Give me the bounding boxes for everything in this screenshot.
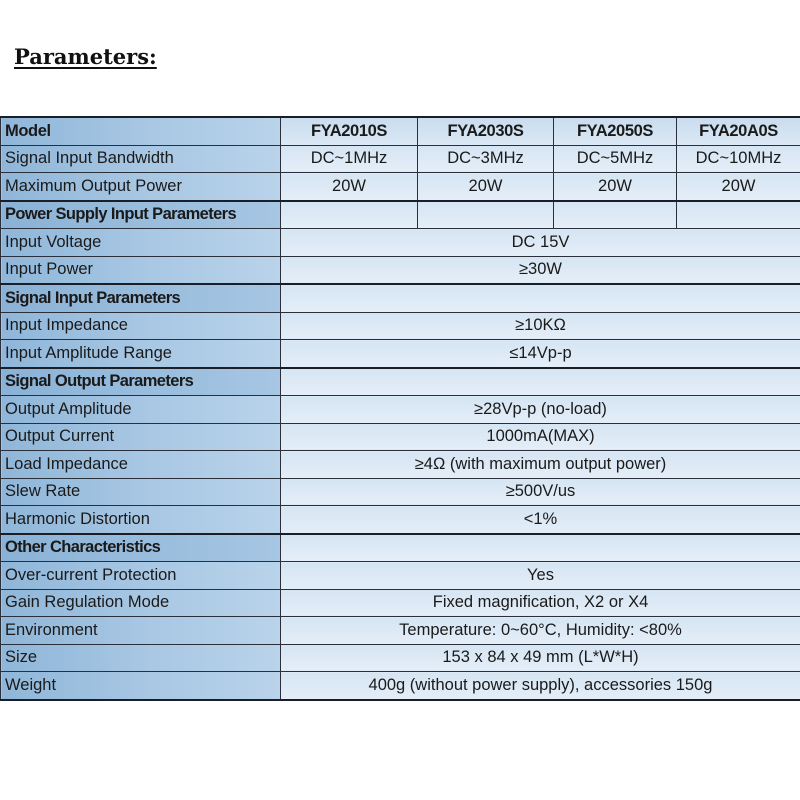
section-title: Other Characteristics <box>1 534 281 562</box>
row-label: Input Impedance <box>1 312 281 340</box>
table-row <box>1 589 800 617</box>
cell-value: ≥4Ω (with maximum output power) <box>281 451 800 479</box>
table-row <box>1 340 800 368</box>
cell-value: ≥10KΩ <box>281 312 800 340</box>
cell-value: 20W <box>554 173 677 201</box>
row-label: Weight <box>1 672 281 700</box>
empty-cell <box>281 201 418 229</box>
row-label: Size <box>1 644 281 672</box>
row-label: Gain Regulation Mode <box>1 589 281 617</box>
cell-value: 20W <box>281 173 418 201</box>
cell-value: DC~1MHz <box>281 145 418 173</box>
row-label: Maximum Output Power <box>1 173 281 201</box>
model-fya2010s: FYA2010S <box>281 117 418 145</box>
table-row <box>1 478 800 506</box>
table-row <box>1 617 800 645</box>
empty-cell <box>281 284 800 312</box>
cell-value: ≥500V/us <box>281 478 800 506</box>
section-title: Signal Input Parameters <box>1 284 281 312</box>
table-row <box>1 423 800 451</box>
table-row <box>1 256 800 284</box>
empty-cell <box>281 534 800 562</box>
cell-value: DC~5MHz <box>554 145 677 173</box>
section-title: Signal Output Parameters <box>1 368 281 396</box>
row-label: Output Amplitude <box>1 396 281 424</box>
cell-value: 153 x 84 x 49 mm (L*W*H) <box>281 644 800 672</box>
table-row <box>1 312 800 340</box>
row-label: Environment <box>1 617 281 645</box>
table-row <box>1 672 800 700</box>
cell-value: DC~3MHz <box>418 145 554 173</box>
cell-value: DC 15V <box>281 229 800 257</box>
page-heading: Parameters: <box>14 44 157 69</box>
model-fya2030s: FYA2030S <box>418 117 554 145</box>
table-row <box>1 145 800 173</box>
header-label: Model <box>1 117 281 145</box>
parameters-table <box>0 116 800 701</box>
table-row <box>1 644 800 672</box>
cell-value: ≥30W <box>281 256 800 284</box>
row-label: Load Impedance <box>1 451 281 479</box>
cell-value: 20W <box>677 173 800 201</box>
row-label: Signal Input Bandwidth <box>1 145 281 173</box>
cell-value: Temperature: 0~60°C, Humidity: <80% <box>281 617 800 645</box>
section-header-row <box>1 368 800 396</box>
row-label: Input Amplitude Range <box>1 340 281 368</box>
table-row <box>1 396 800 424</box>
cell-value: ≥28Vp-p (no-load) <box>281 396 800 424</box>
table-header-row <box>1 117 800 145</box>
empty-cell <box>281 368 800 396</box>
table-row <box>1 506 800 534</box>
cell-value: 1000mA(MAX) <box>281 423 800 451</box>
section-title: Power Supply Input Parameters <box>1 201 281 229</box>
cell-value: 20W <box>418 173 554 201</box>
cell-value: ≤14Vp-p <box>281 340 800 368</box>
cell-value: DC~10MHz <box>677 145 800 173</box>
row-label: Output Current <box>1 423 281 451</box>
empty-cell <box>554 201 677 229</box>
row-label: Harmonic Distortion <box>1 506 281 534</box>
section-header-row <box>1 534 800 562</box>
table-row <box>1 562 800 590</box>
section-header-row <box>1 284 800 312</box>
row-label: Over-current Protection <box>1 562 281 590</box>
row-label: Slew Rate <box>1 478 281 506</box>
cell-value: <1% <box>281 506 800 534</box>
empty-cell <box>677 201 800 229</box>
row-label: Input Voltage <box>1 229 281 257</box>
table-row <box>1 229 800 257</box>
table-row <box>1 451 800 479</box>
model-fya20a0s: FYA20A0S <box>677 117 800 145</box>
row-label: Input Power <box>1 256 281 284</box>
cell-value: 400g (without power supply), accessories 150g <box>281 672 800 700</box>
cell-value: Fixed magnification, X2 or X4 <box>281 589 800 617</box>
cell-value: Yes <box>281 562 800 590</box>
empty-cell <box>418 201 554 229</box>
table-row <box>1 173 800 201</box>
model-fya2050s: FYA2050S <box>554 117 677 145</box>
section-header-row <box>1 201 800 229</box>
